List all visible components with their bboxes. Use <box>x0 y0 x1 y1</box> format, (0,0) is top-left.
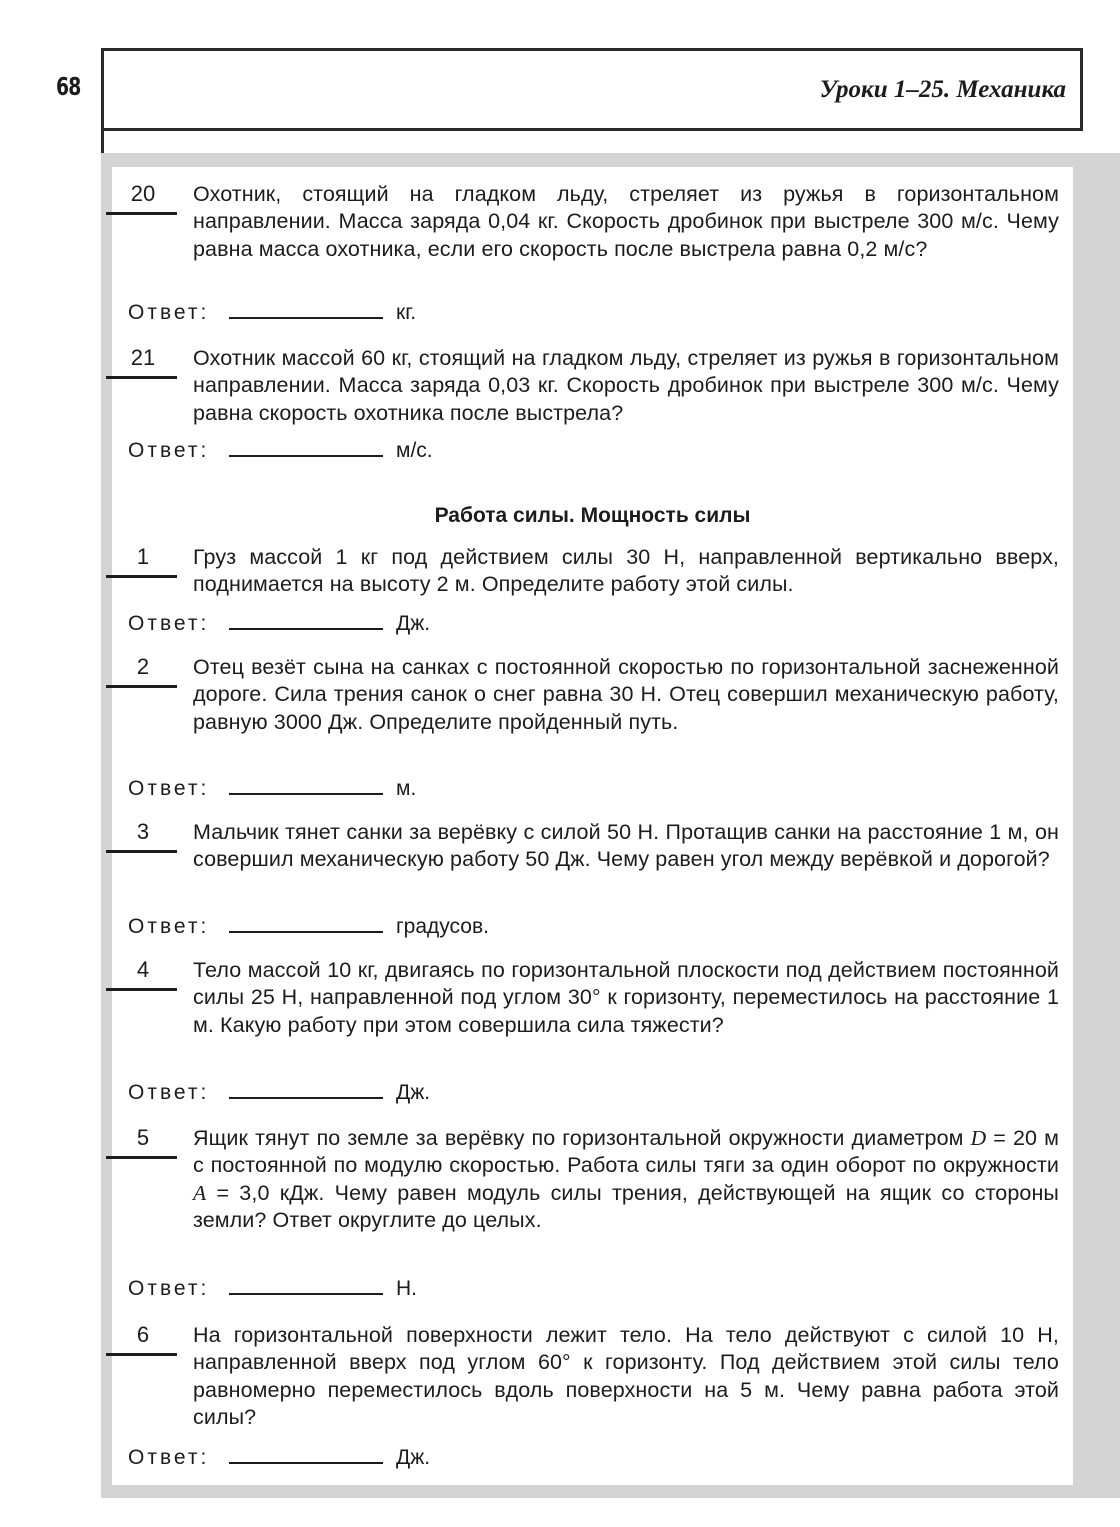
answer-label: Ответ: <box>128 612 210 635</box>
answer-label: Ответ: <box>128 301 210 324</box>
header-box <box>101 48 1083 131</box>
answer-label: Ответ: <box>128 777 210 800</box>
answer-row-4 <box>128 1077 430 1105</box>
question-number-rule <box>106 1156 177 1159</box>
variable-d: D <box>970 1126 987 1150</box>
answer-field[interactable] <box>229 1273 383 1295</box>
answer-unit: Дж. <box>396 1446 431 1469</box>
variable-a: A <box>193 1180 207 1205</box>
question-5 <box>112 1125 1073 1234</box>
section-title: Работа силы. Мощность силы <box>434 504 751 527</box>
page-number: 68 <box>56 72 81 101</box>
answer-field[interactable] <box>229 911 383 933</box>
question-number-rule <box>106 376 177 379</box>
answer-unit: м/с. <box>396 439 433 462</box>
answer-field[interactable] <box>229 435 383 457</box>
answer-row-3 <box>128 911 489 939</box>
question-number-rule <box>106 1353 177 1356</box>
question-text-part: Ящик тянут по земле за верёвку по горизонтальной окружности диаметром <box>193 1126 971 1150</box>
question-text: Отец везёт сына на санках с постоянной скоростью по горизонтальной заснеженной дороге. Сила трения санок о снег равна 30 Н. Отец совершил механическую работу, равную 3000 Дж. Определите пройденный путь. <box>193 655 1059 734</box>
question-text: Тело массой 10 кг, двигаясь по горизонтальной плоскости под действием постоянной силы 25 Н, направленной под углом 30° к горизонту, переместилось на расстояние 1 м. Какую работу при этом совершила сила тяжести? <box>193 958 1059 1037</box>
answer-row-1 <box>128 608 430 636</box>
question-text-part: = 3,0 кДж. Чему равен модуль силы трения, действующей на ящик со стороны земли? Ответ округлите до целых. <box>193 1180 1059 1232</box>
question-number-rule <box>106 685 177 688</box>
question-number-rule <box>106 850 177 853</box>
question-text: Мальчик тянет санки за верёвку с силой 50 Н. Протащив санки на расстояние 1 м, он совершил механическую работу 50 Дж. Чему равен угол между верёвкой и дорогой? <box>193 820 1059 872</box>
header-title: Уроки 1–25. Механика <box>819 76 1066 103</box>
question-number-rule <box>106 988 177 991</box>
question-3 <box>112 819 1073 874</box>
answer-unit: Н. <box>396 1277 417 1300</box>
answer-unit: градусов. <box>396 915 489 938</box>
answer-label: Ответ: <box>128 439 210 462</box>
question-text: Груз массой 1 кг под действием силы 30 Н, направленной вертикально вверх, поднимается на высоту 2 м. Определите работу этой силы. <box>193 545 1059 597</box>
question-text: Охотник массой 60 кг, стоящий на гладком льду, стреляет из ружья в горизонтальном направлении. Масса заряда 0,03 кг. Скорость дробинок при выстреле 300 м/с. Чему равна скорость охотника после выстрела? <box>193 346 1059 425</box>
question-number: 4 <box>136 957 150 982</box>
answer-label: Ответ: <box>128 915 210 938</box>
answer-field[interactable] <box>229 1077 383 1099</box>
question-number: 20 <box>130 181 156 206</box>
worksheet-content <box>112 167 1073 1485</box>
question-number-rule <box>106 212 177 215</box>
question-number: 3 <box>136 819 150 844</box>
answer-row-21 <box>128 435 433 463</box>
worksheet-frame <box>101 153 1120 1498</box>
answer-label: Ответ: <box>128 1081 210 1104</box>
question-number: 21 <box>130 345 156 370</box>
answer-row-2 <box>128 773 416 801</box>
question-number: 2 <box>136 654 150 679</box>
answer-field[interactable] <box>229 773 383 795</box>
answer-field[interactable] <box>229 608 383 630</box>
answer-label: Ответ: <box>128 1277 210 1300</box>
answer-row-6 <box>128 1442 430 1470</box>
answer-unit: м. <box>396 777 417 800</box>
question-1 <box>112 544 1073 599</box>
question-4 <box>112 957 1073 1039</box>
question-text: На горизонтальной поверхности лежит тело. На тело действуют с силой 10 Н, направленной вверх под углом 60° к горизонту. Под действием этой силы тело равномерно переместилось вдоль поверхности на 5 м. Чему равна работа этой силы? <box>193 1323 1059 1429</box>
answer-field[interactable] <box>229 1442 383 1464</box>
question-6 <box>112 1322 1073 1431</box>
question-2 <box>112 654 1073 736</box>
question-number: 6 <box>136 1322 150 1347</box>
question-number: 5 <box>136 1125 150 1150</box>
answer-unit: Дж. <box>396 1081 431 1104</box>
question-21 <box>112 345 1073 427</box>
question-text <box>193 1125 1059 1234</box>
answer-unit: кг. <box>396 301 417 324</box>
answer-label: Ответ: <box>128 1446 210 1469</box>
question-20 <box>112 181 1073 263</box>
answer-unit: Дж. <box>396 612 431 635</box>
question-text-part: = 20 м с постоянной по модулю скоростью. Работа силы тяги за один оборот по окружности <box>193 1126 1060 1178</box>
answer-row-20 <box>128 297 416 325</box>
header-divider <box>101 125 104 155</box>
question-text: Охотник, стоящий на гладком льду, стреляет из ружья в горизонтальном направлении. Масса заряда 0,04 кг. Скорость дробинок при выстреле 300 м/с. Чему равна масса охотника, если его скорость после выстрела равна 0,2 м/с? <box>193 182 1059 261</box>
answer-field[interactable] <box>229 297 383 319</box>
answer-row-5 <box>128 1273 417 1301</box>
question-number-rule <box>106 575 177 578</box>
question-number: 1 <box>136 544 150 569</box>
